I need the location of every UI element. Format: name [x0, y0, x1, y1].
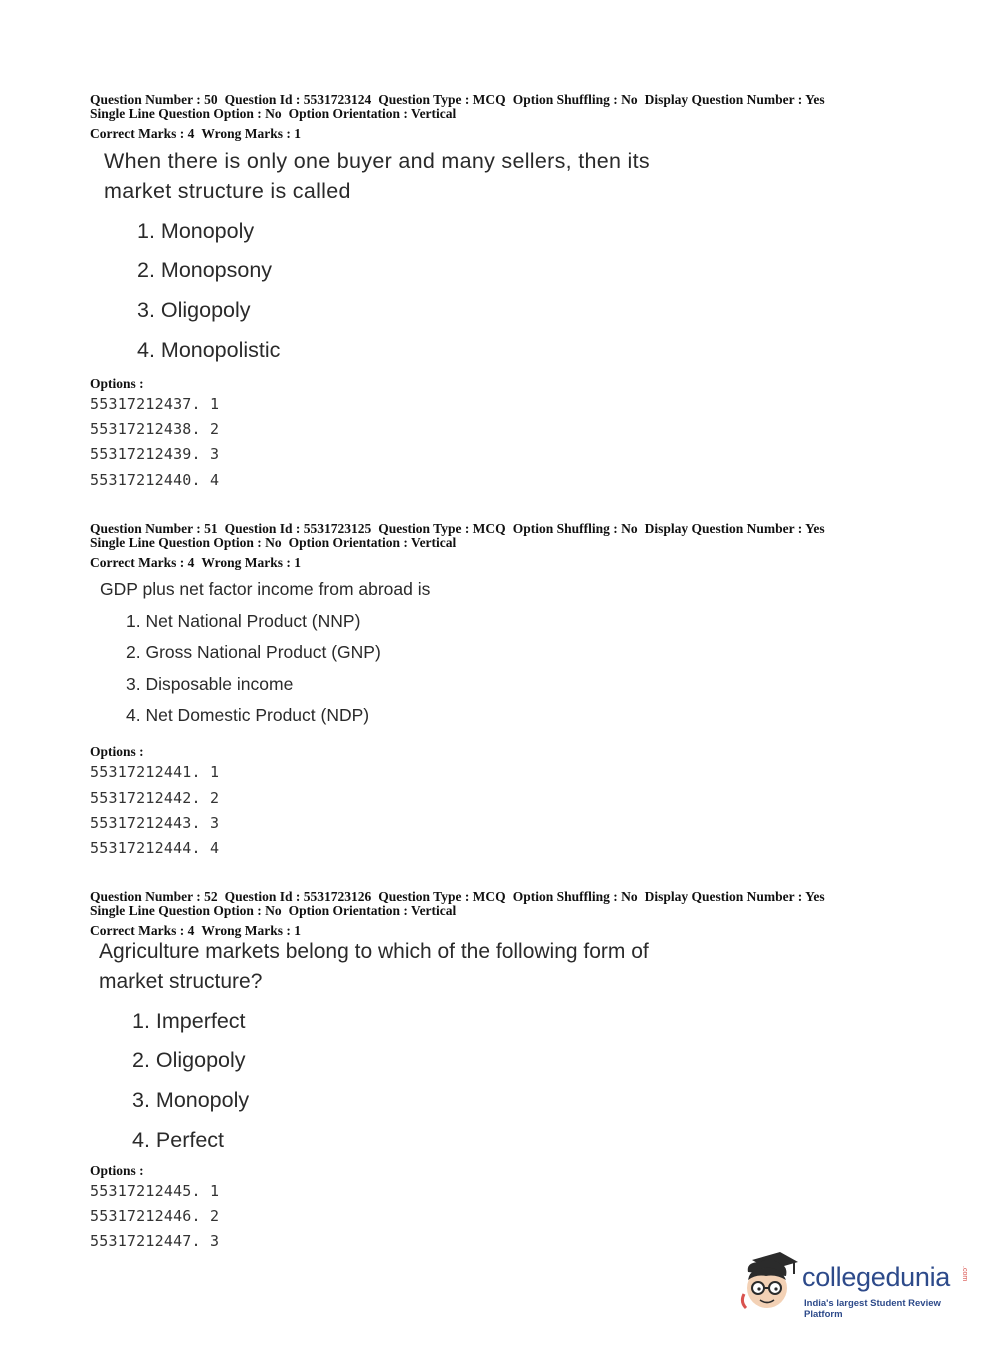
option-id: 55317212437. 1	[90, 395, 220, 413]
logo-wordmark: collegedunia	[802, 1262, 951, 1292]
question-id: Question Id : 5531723126	[224, 889, 372, 904]
option-id: 55317212445. 1	[90, 1182, 220, 1200]
single-line-option: Single Line Question Option : No	[90, 903, 282, 918]
question-marks	[90, 923, 308, 938]
answer-choice: 3. Monopoly	[132, 1088, 250, 1112]
answer-choice: 2. Oligopoly	[132, 1048, 246, 1072]
question-marks	[90, 126, 308, 141]
options-label: Options :	[90, 376, 144, 391]
options-label: Options :	[90, 744, 144, 759]
logo-domain-suffix: .com	[961, 1266, 968, 1282]
question-text-line: When there is only one buyer and many sellers, then its	[104, 149, 650, 173]
question-text-line: Agriculture markets belong to which of the following form of	[99, 940, 649, 963]
logo-tagline: India's largest Student Review Platform	[804, 1298, 941, 1320]
question-type: Question Type : MCQ	[378, 521, 506, 536]
question-text-line: GDP plus net factor income from abroad is	[100, 579, 431, 599]
option-id: 55317212443. 3	[90, 814, 220, 832]
question-meta-line2	[90, 535, 463, 550]
option-id: 55317212442. 2	[90, 789, 220, 807]
display-question-number: Display Question Number : Yes	[644, 889, 825, 904]
answer-choice: 1. Monopoly	[137, 219, 255, 243]
option-orientation: Option Orientation : Vertical	[288, 106, 457, 121]
display-question-number: Display Question Number : Yes	[644, 92, 825, 107]
answer-choice: 4. Monopolistic	[137, 338, 281, 362]
question-number: Question Number : 51	[90, 521, 218, 536]
answer-choice: 1. Net National Product (NNP)	[126, 611, 361, 631]
display-question-number: Display Question Number : Yes	[644, 521, 825, 536]
option-id: 55317212439. 3	[90, 445, 220, 463]
correct-marks: Correct Marks : 4	[90, 126, 195, 141]
option-shuffling: Option Shuffling : No	[512, 92, 638, 107]
question-type: Question Type : MCQ	[378, 889, 506, 904]
answer-choice: 3. Disposable income	[126, 674, 294, 694]
question-meta-line1	[90, 521, 832, 536]
question-marks	[90, 555, 308, 570]
question-text-line: market structure is called	[104, 179, 351, 203]
option-id: 55317212441. 1	[90, 763, 220, 781]
wrong-marks: Wrong Marks : 1	[201, 923, 301, 938]
wrong-marks: Wrong Marks : 1	[201, 555, 301, 570]
answer-choice: 3. Oligopoly	[137, 298, 251, 322]
option-id: 55317212438. 2	[90, 420, 220, 438]
option-id: 55317212446. 2	[90, 1207, 220, 1225]
options-label: Options :	[90, 1163, 144, 1178]
question-meta-line2	[90, 903, 463, 918]
answer-choice: 2. Gross National Product (GNP)	[126, 642, 381, 662]
answer-choice: 4. Perfect	[132, 1128, 225, 1152]
answer-choice: 4. Net Domestic Product (NDP)	[126, 705, 370, 725]
question-id: Question Id : 5531723125	[224, 521, 372, 536]
option-shuffling: Option Shuffling : No	[512, 521, 638, 536]
option-id: 55317212447. 3	[90, 1232, 220, 1250]
mascot-graduate-icon	[740, 1250, 800, 1316]
option-orientation: Option Orientation : Vertical	[288, 535, 457, 550]
question-id: Question Id : 5531723124	[224, 92, 372, 107]
option-id: 55317212444. 4	[90, 839, 220, 857]
question-text-line: market structure?	[99, 970, 263, 993]
wrong-marks: Wrong Marks : 1	[201, 126, 301, 141]
question-number: Question Number : 52	[90, 889, 218, 904]
collegedunia-logo	[740, 1250, 970, 1320]
question-meta-line1	[90, 92, 832, 107]
question-type: Question Type : MCQ	[378, 92, 506, 107]
correct-marks: Correct Marks : 4	[90, 555, 195, 570]
correct-marks: Correct Marks : 4	[90, 923, 195, 938]
single-line-option: Single Line Question Option : No	[90, 535, 282, 550]
single-line-option: Single Line Question Option : No	[90, 106, 282, 121]
option-orientation: Option Orientation : Vertical	[288, 903, 457, 918]
question-meta-line1	[90, 889, 832, 904]
question-number: Question Number : 50	[90, 92, 218, 107]
option-id: 55317212440. 4	[90, 471, 220, 489]
answer-choice: 2. Monopsony	[137, 258, 273, 282]
option-shuffling: Option Shuffling : No	[512, 889, 638, 904]
answer-choice: 1. Imperfect	[132, 1009, 246, 1033]
question-meta-line2	[90, 106, 463, 121]
